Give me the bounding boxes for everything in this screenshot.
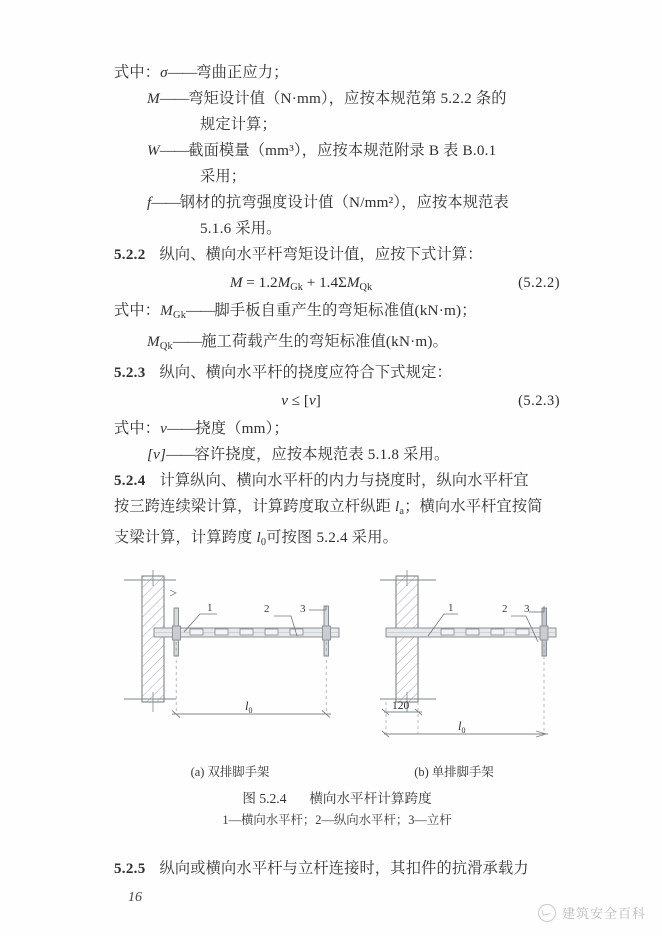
section-5-2-2-heading <box>114 242 560 268</box>
symbol-desc-2: 截面模量（mm³），应按本规范附录 B 表 B.0.1 <box>188 142 497 159</box>
subcaption-row <box>114 762 560 782</box>
subfigure-a-label: (a) 双排脚手架 <box>190 765 270 779</box>
symbol-m: M <box>147 90 160 107</box>
figure-caption <box>114 788 560 810</box>
symbol-def-row-sigma <box>114 60 560 86</box>
dimension-line-b <box>382 719 548 737</box>
symbol-desc-mqk: 施工荷载产生的弯矩标准值(kN·m)。 <box>201 332 449 350</box>
symbol-definition-block-1 <box>114 60 560 242</box>
symbol-dash-mqk: —— <box>172 332 202 350</box>
subfigure-b-single-row-scaffold <box>380 570 556 737</box>
section-5-2-3-heading <box>114 360 560 386</box>
span-label-b: $l_0$ <box>458 719 466 735</box>
symbol-dash-v: —— <box>167 419 196 437</box>
symbol-def-row-m <box>114 86 560 112</box>
page-number: 16 <box>128 890 142 905</box>
equation-5-2-2-number: (5.2.2) <box>518 275 560 291</box>
vertical-post-right-b <box>540 608 548 656</box>
where-lead-1: 式中： <box>114 64 161 81</box>
section-5-2-2-number: 5.2.2 <box>114 247 146 263</box>
symbol-def-row-f <box>114 190 560 216</box>
symbol-sigma: σ <box>160 64 168 81</box>
section-5-2-3-number: 5.2.3 <box>114 364 146 381</box>
subfigure-a-double-row-scaffold <box>124 570 339 718</box>
watermark-text: 建筑安全百科 <box>561 906 646 921</box>
section-5-2-3-where-row-2 <box>114 442 560 468</box>
section-5-2-2-where-row-2 <box>114 329 560 360</box>
symbol-desc-0: 弯曲正应力； <box>196 64 289 81</box>
section-5-2-5-number: 5.2.5 <box>114 861 146 877</box>
callout-b-1: 1 <box>448 602 454 614</box>
symbol-f: f <box>147 194 152 211</box>
symbol-dash-mgk: —— <box>186 302 215 319</box>
watermark-logo-icon <box>538 904 556 922</box>
symbol-mgk: $M_{Gk}$ <box>160 302 187 321</box>
section-5-2-5-heading <box>114 856 560 882</box>
symbol-w: W <box>147 142 160 159</box>
symbol-dash-1: —— <box>159 90 189 107</box>
equation-5-2-3: v ≤ [v] <box>281 391 321 409</box>
symbol-def-cont-m: 规定计算； <box>200 116 277 133</box>
callout-a-2: 2 <box>264 603 270 615</box>
dimension-extension-lines-a <box>176 642 326 712</box>
equation-5-2-3-number: (5.2.3) <box>518 392 560 409</box>
section-5-2-5 <box>114 856 560 882</box>
figure-caption-title: 横向水平杆计算跨度 <box>309 791 432 806</box>
wall-a <box>124 570 176 712</box>
symbol-dash-2: —— <box>159 142 189 159</box>
symbol-dash-0: —— <box>167 64 197 81</box>
symbol-desc-1: 弯矩设计值（N·mm），应按本规范第 5.2.2 条的 <box>188 90 507 107</box>
symbol-v: v <box>160 419 168 437</box>
symbol-mqk: $M_{Qk}$ <box>147 332 173 352</box>
section-5-2-4-number: 5.2.4 <box>114 472 146 489</box>
section-5-2-3 <box>114 360 560 468</box>
watermark <box>538 903 646 922</box>
symbol-desc-v-bracket: 容许挠度，应按本规范表 5.1.8 采用。 <box>194 445 450 463</box>
section-5-2-3-text: 纵向、横向水平杆的挠度应符合下式规定： <box>159 363 452 381</box>
callout-b-2: 2 <box>502 603 508 615</box>
dimension-line-a <box>172 699 331 718</box>
where-lead-2: 式中： <box>114 302 161 319</box>
equation-5-2-3-row <box>114 386 560 416</box>
symbol-desc-v: 挠度（mm）； <box>195 419 289 437</box>
equation-5-2-2-row <box>114 268 560 298</box>
dimension-120-label: 120 <box>392 700 410 712</box>
equation-5-2-2: $M = 1.2M_{Gk} + 1.4\Sigma M_{Qk}$ <box>229 274 373 293</box>
symbol-dash-v-bracket: —— <box>166 445 195 463</box>
section-5-2-2-text: 纵向、横向水平杆弯矩设计值，应按下式计算： <box>159 246 483 263</box>
span-label-a: $l_0$ <box>245 699 253 715</box>
section-5-2-4-line-1: 计算纵向、横向水平杆的内力与挠度时，纵向水平杆宜 <box>159 471 529 489</box>
text-column <box>114 60 560 556</box>
symbol-def-cont-f: 5.1.6 采用。 <box>200 220 282 237</box>
section-5-2-5-text: 纵向或横向水平杆与立杆连接时，其扣件的抗滑承载力 <box>159 860 529 877</box>
symbol-def-cont-w: 采用； <box>200 168 247 185</box>
symbol-desc-3: 钢材的抗弯强度设计值（N/mm²），应按本规范表 <box>179 194 509 211</box>
symbol-dash-3: —— <box>151 194 180 211</box>
callout-b-3: 3 <box>524 603 530 615</box>
callout-a-1: 1 <box>207 602 213 614</box>
section-5-2-4 <box>114 468 560 556</box>
symbol-v-bracket: [v] <box>147 445 167 463</box>
wall-b <box>380 570 436 712</box>
section-5-2-2 <box>114 242 560 360</box>
section-5-2-3-where-row-1 <box>114 416 560 442</box>
section-5-2-4-heading <box>114 468 560 494</box>
symbol-desc-mgk: 脚手板自重产生的弯矩标准值(kN·m)； <box>214 302 477 319</box>
figure-caption-number: 图 5.2.4 <box>242 791 287 806</box>
symbol-def-row-w <box>114 138 560 164</box>
subfigure-b-label: (b) 单排脚手架 <box>414 765 494 779</box>
section-5-2-4-line-3: 支梁计算，计算跨度 $l_0$可按图 5.2.4 采用。 <box>114 528 398 548</box>
where-lead-3: 式中： <box>114 419 161 437</box>
figure-legend: 1—横向水平杆；2—纵向水平杆；3—立杆 <box>222 813 452 827</box>
section-5-2-4-line-2: 按三跨连续梁计算，计算跨度取立杆纵距 $l_a$；横向水平杆宜按简 <box>114 497 543 517</box>
callout-a-3: 3 <box>300 603 306 615</box>
figure-5-2-4 <box>114 566 560 830</box>
figure-drawing <box>114 566 560 766</box>
